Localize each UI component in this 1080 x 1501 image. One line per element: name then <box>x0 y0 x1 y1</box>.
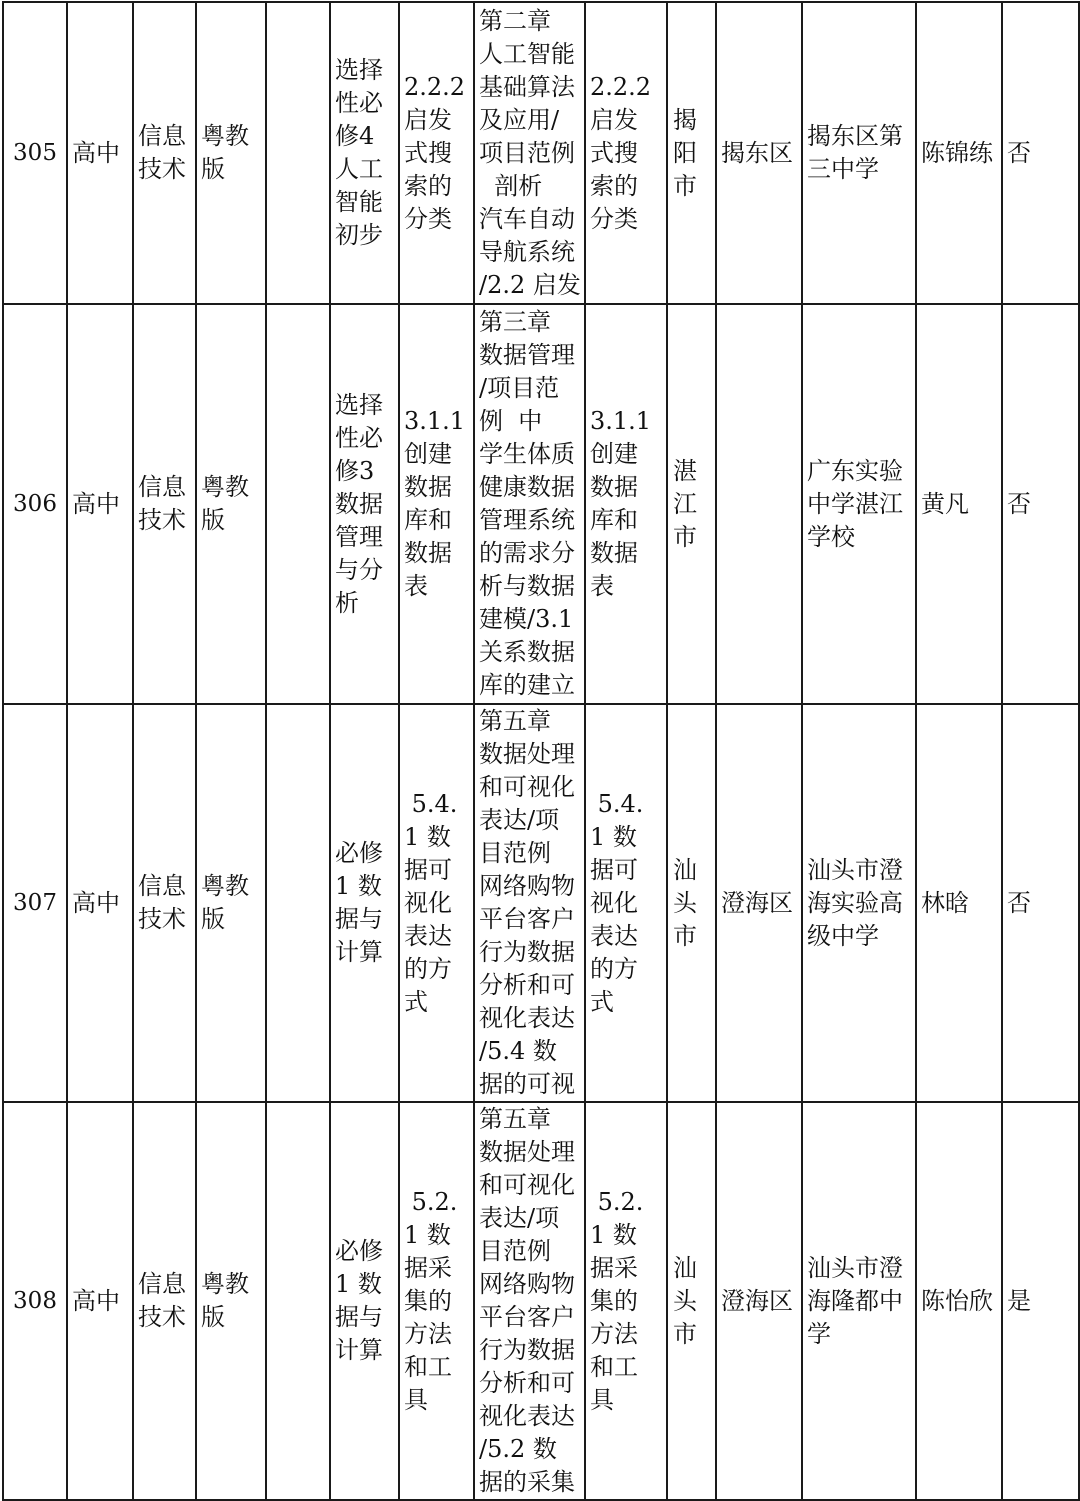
table-row <box>3 304 1079 704</box>
textbook-edition-cell: 粤教 版 <box>196 304 266 704</box>
chapter-cell: 第五章 数据处理 和可视化 表达/项 目范例 网络购物 平台客户 行为数据 分析和可 视化表达 /5.2 数 据的采集 <box>474 1102 585 1500</box>
course-list-table <box>2 1 1080 1501</box>
district-cell: 揭东区 <box>716 2 802 304</box>
lesson-title-cell: 3.1.1 创建 数据 库和 数据 表 <box>399 304 474 704</box>
textbook-module-cell: 必修 1 数 据与 计算 <box>330 1102 399 1500</box>
district-cell: 澄海区 <box>716 704 802 1102</box>
status-flag-cell: 是 <box>1002 1102 1079 1500</box>
section-title-cell: 5.2. 1 数 据采 集的 方法 和工 具 <box>585 1102 667 1500</box>
teacher-name-cell: 黄凡 <box>916 304 1002 704</box>
empty-cell <box>266 304 330 704</box>
city-cell: 湛 江 市 <box>667 304 716 704</box>
empty-cell <box>266 704 330 1102</box>
row-number-cell: 305 <box>3 2 67 304</box>
city-cell: 汕 头 市 <box>667 704 716 1102</box>
status-flag-cell: 否 <box>1002 2 1079 304</box>
school-name-cell: 广东实验 中学湛江 学校 <box>802 304 916 704</box>
chapter-cell: 第三章 数据管理 /项目范 例 中 学生体质 健康数据 管理系统 的需求分 析与数据 建模/3.1 关系数据 库的建立 <box>474 304 585 704</box>
district-cell <box>716 304 802 704</box>
row-number-cell: 307 <box>3 704 67 1102</box>
section-title-cell: 5.4. 1 数 据可 视化 表达 的方 式 <box>585 704 667 1102</box>
section-title-cell: 3.1.1 创建 数据 库和 数据 表 <box>585 304 667 704</box>
chapter-cell: 第五章 数据处理 和可视化 表达/项 目范例 网络购物 平台客户 行为数据 分析和可 视化表达 /5.4 数 据的可视 <box>474 704 585 1102</box>
teacher-name-cell: 陈锦练 <box>916 2 1002 304</box>
teacher-name-cell: 林晗 <box>916 704 1002 1102</box>
school-name-cell: 揭东区第 三中学 <box>802 2 916 304</box>
table-row <box>3 704 1079 1102</box>
subject-cell: 信息 技术 <box>133 2 196 304</box>
status-flag-cell: 否 <box>1002 704 1079 1102</box>
chapter-cell: 第二章 人工智能 基础算法 及应用/ 项目范例 剖析 汽车自动 导航系统 /2.2 启发 <box>474 2 585 304</box>
school-stage-cell: 高中 <box>67 704 133 1102</box>
status-flag-cell: 否 <box>1002 304 1079 704</box>
textbook-module-cell: 选择 性必 修4 人工 智能 初步 <box>330 2 399 304</box>
teacher-name-cell: 陈怡欣 <box>916 1102 1002 1500</box>
school-name-cell: 汕头市澄 海隆都中 学 <box>802 1102 916 1500</box>
empty-cell <box>266 2 330 304</box>
textbook-module-cell: 选择 性必 修3 数据 管理 与分 析 <box>330 304 399 704</box>
table-body <box>3 2 1079 1500</box>
school-stage-cell: 高中 <box>67 2 133 304</box>
section-title-cell: 2.2.2 启发 式搜 索的 分类 <box>585 2 667 304</box>
subject-cell: 信息 技术 <box>133 1102 196 1500</box>
lesson-title-cell: 5.2. 1 数 据采 集的 方法 和工 具 <box>399 1102 474 1500</box>
subject-cell: 信息 技术 <box>133 304 196 704</box>
subject-cell: 信息 技术 <box>133 704 196 1102</box>
lesson-title-cell: 5.4. 1 数 据可 视化 表达 的方 式 <box>399 704 474 1102</box>
table-row <box>3 2 1079 304</box>
row-number-cell: 308 <box>3 1102 67 1500</box>
city-cell: 汕 头 市 <box>667 1102 716 1500</box>
textbook-module-cell: 必修 1 数 据与 计算 <box>330 704 399 1102</box>
empty-cell <box>266 1102 330 1500</box>
textbook-edition-cell: 粤教 版 <box>196 2 266 304</box>
textbook-edition-cell: 粤教 版 <box>196 1102 266 1500</box>
row-number-cell: 306 <box>3 304 67 704</box>
city-cell: 揭 阳 市 <box>667 2 716 304</box>
school-name-cell: 汕头市澄 海实验高 级中学 <box>802 704 916 1102</box>
lesson-title-cell: 2.2.2 启发 式搜 索的 分类 <box>399 2 474 304</box>
school-stage-cell: 高中 <box>67 1102 133 1500</box>
district-cell: 澄海区 <box>716 1102 802 1500</box>
school-stage-cell: 高中 <box>67 304 133 704</box>
textbook-edition-cell: 粤教 版 <box>196 704 266 1102</box>
table-row <box>3 1102 1079 1500</box>
